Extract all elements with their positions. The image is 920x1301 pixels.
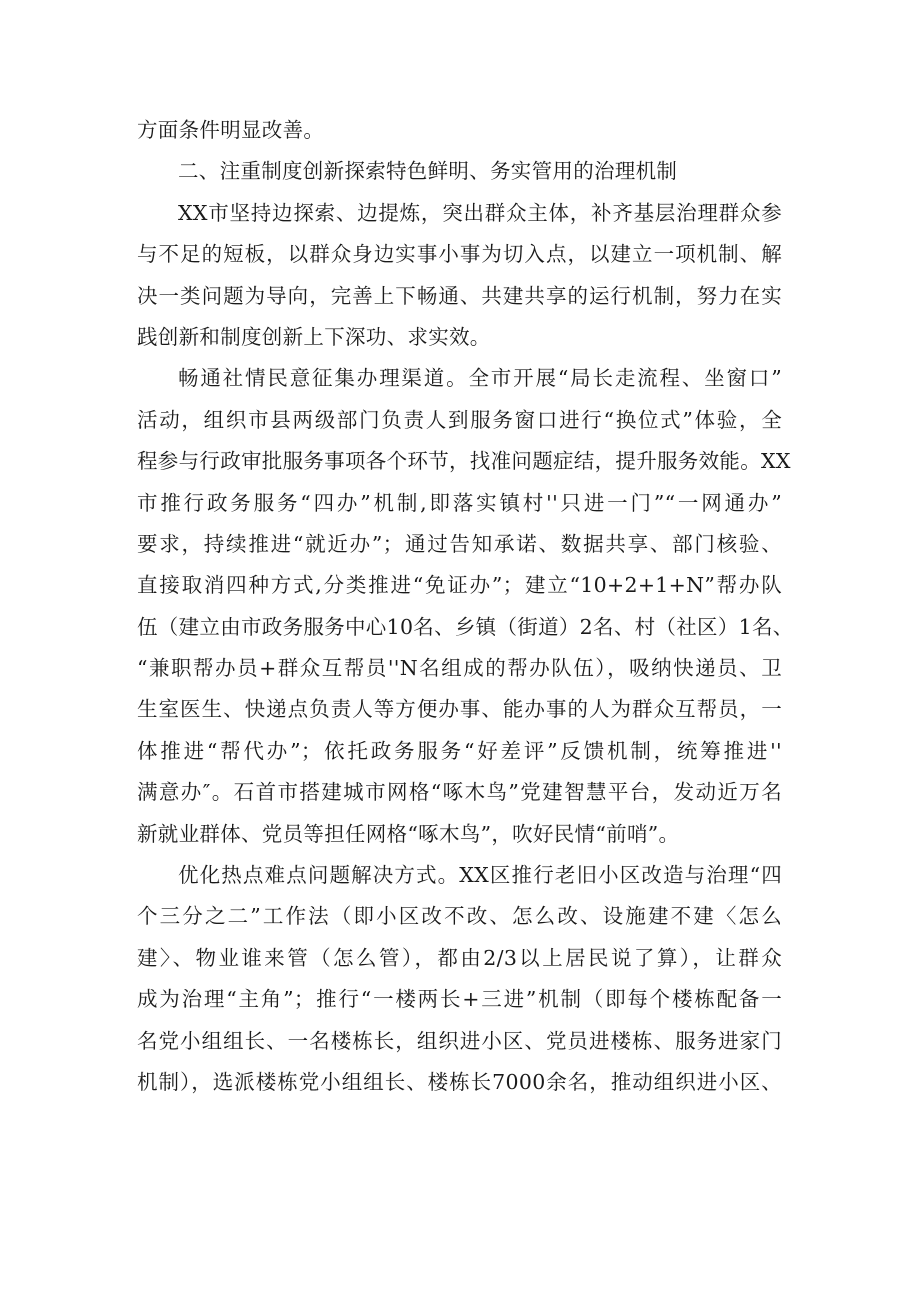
paragraph-line: 活动，组织市县两级部门负责人到服务窗口进行“换位式”体验，全 [137,407,782,432]
paragraph-line: 新就业群体、党员等担任网格“啄木鸟”，吹好民情“前哨”。 [137,821,680,846]
paragraph-line: 伍（建立由市政务服务中心10名、乡镇（街道）2名、村（社区）1名、 [137,614,794,639]
paragraph-line: 要求，持续推进“就近办”；通过告知承诺、数据共享、部门核验、 [137,531,782,556]
paragraph-line: “兼职帮办员+群众互帮员''N名组成的帮办队伍），吸纳快递员、卫 [137,656,782,681]
paragraph-line: 建〉、物业谁来管（怎么管），都由2/3以上居民说了算），让群众 [137,945,782,970]
paragraph-line: 程参与行政审批服务事项各个环节，找准问题症结，提升服务效能。XX [137,449,791,474]
paragraph-line: 优化热点难点问题解决方式。XX区推行老旧小区改造与治理“四 [178,863,782,888]
section-heading: 二、注重制度创新探索特色鲜明、务实管用的治理机制 [178,159,678,184]
paragraph-line: 方面条件明显改善。 [137,118,325,142]
paragraph-line: 体推进“帮代办”；依托政务服务“好差评”反馈机制，统筹推进'' [137,738,782,763]
paragraph-line: 生室医生、快递点负责人等方便办事、能办事的人为群众互帮员，一 [137,697,782,722]
paragraph-line: 满意办″。石首市搭建城市网格“啄木鸟”党建智慧平台，发动近万名 [137,780,782,805]
paragraph-line: 机制），选派楼栋党小组组长、楼栋长7000余名，推动组织进小区、 [137,1069,782,1094]
paragraph-line: 个三分之二”工作法（即小区改不改、怎么改、设施建不建〈怎么 [137,904,782,929]
document-body [137,110,794,1103]
paragraph-line: 决一类问题为导向，完善上下畅通、共建共享的运行机制，努力在实 [137,283,782,308]
paragraph-line: 成为治理“主角”；推行“一楼两长+三进”机制（即每个楼栋配备一 [137,987,782,1012]
paragraph-line: 践创新和制度创新上下深功、求实效。 [137,324,491,349]
paragraph-line: XX市坚持边探索、边提炼，突出群众主体，补齐基层治理群众参 [178,200,782,225]
paragraph-line: 直接取消四种方式,分类推进“免证办”；建立“10+2+1+N”帮办队 [137,573,782,598]
paragraph-line: 市推行政务服务“四办”机制,即落实镇村''只进一门”“一网通办” [137,490,782,515]
paragraph-line: 畅通社情民意征集办理渠道。全市开展“局长走流程、坐窗口” [178,366,782,391]
paragraph-line: 名党小组组长、一名楼栋长，组织进小区、党员进楼栋、服务进家门 [137,1028,782,1053]
paragraph-line: 与不足的短板，以群众身边实事小事为切入点，以建立一项机制、解 [137,242,782,267]
